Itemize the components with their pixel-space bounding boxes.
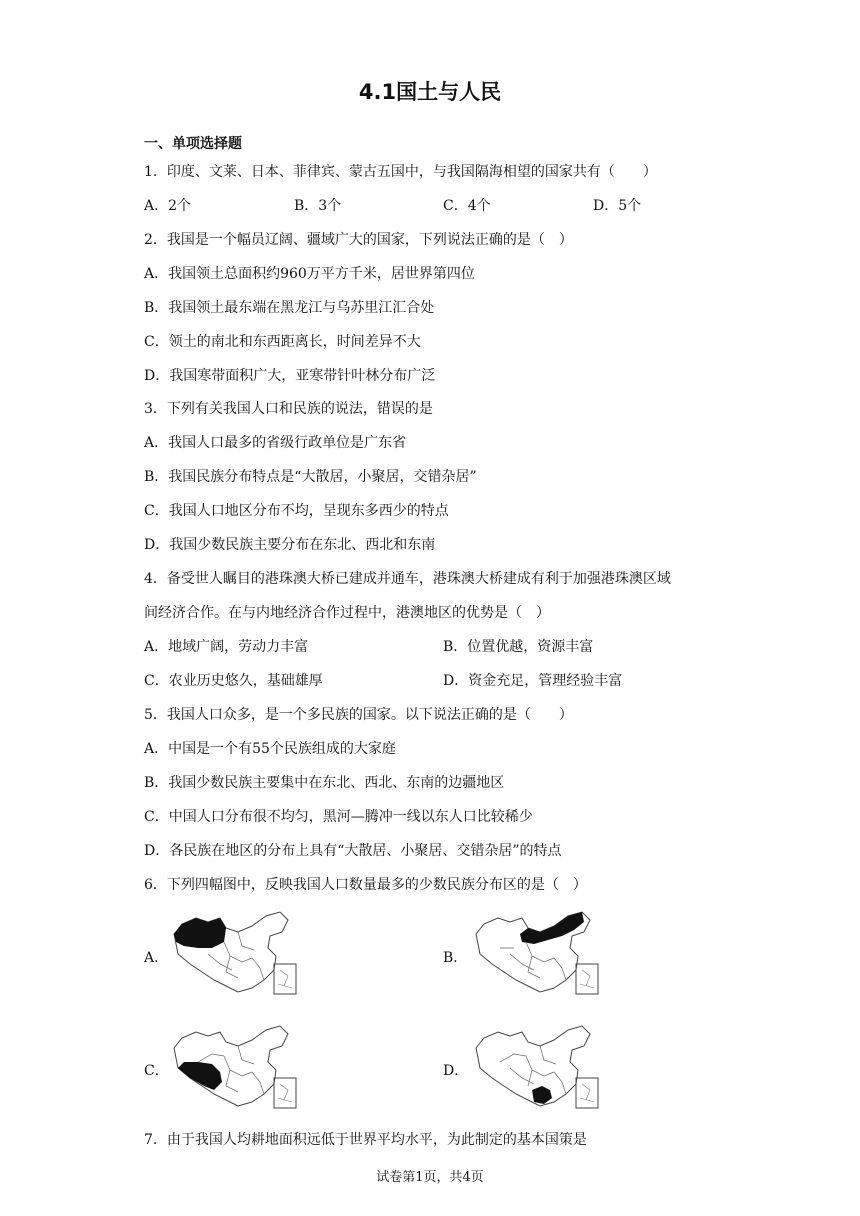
question-3-option-a: A．我国人口最多的省级行政单位是广东省	[144, 435, 407, 451]
question-4-stem-line-2: 间经济合作。在与内地经济合作过程中，港澳地区的优势是（ ）	[144, 605, 550, 621]
question-1-option-a: A．2个	[144, 198, 192, 214]
question-1-option-b: B．3个	[294, 198, 342, 214]
question-4-option-c: C．农业历史悠久，基础雄厚	[144, 673, 323, 689]
question-7-stem: 7．由于我国人均耕地面积远低于世界平均水平，为此制定的基本国策是	[144, 1132, 587, 1148]
china-map-inner-mongolia-icon	[470, 906, 605, 1002]
china-map-guangxi-icon	[470, 1020, 605, 1116]
question-1-option-c: C．4个	[443, 198, 491, 214]
china-map-tibet-icon	[168, 1020, 303, 1116]
page-title: 4.1国土与人民	[358, 80, 502, 104]
question-4-option-d: D．资金充足，管理经验丰富	[443, 673, 623, 689]
question-6-option-b: B．	[443, 950, 468, 966]
question-1-stem: 1．印度、文莱、日本、菲律宾、蒙古五国中，与我国隔海相望的国家共有（ ）	[144, 164, 657, 180]
question-4-stem-line-1: 4．备受世人瞩目的港珠澳大桥已建成并通车，港珠澳大桥建成有利于加强港珠澳区域	[144, 571, 671, 587]
question-6-option-c: C．	[144, 1063, 169, 1079]
question-2-option-d: D．我国寒带面积广大，亚寒带针叶林分布广泛	[144, 368, 436, 384]
question-6-option-a: A．	[144, 950, 169, 966]
question-3-option-d: D．我国少数民族主要分布在东北、西北和东南	[144, 537, 436, 553]
question-2-option-b: B．我国领土最东端在黑龙江与乌苏里江汇合处	[144, 300, 435, 316]
page-footer: 试卷第1页，共4页	[376, 1170, 484, 1185]
question-2-option-c: C．领土的南北和东西距离长，时间差异不大	[144, 334, 421, 350]
question-5-stem: 5．我国人口众多，是一个多民族的国家。以下说法正确的是（ ）	[144, 707, 573, 723]
question-3-option-c: C．我国人口地区分布不均，呈现东多西少的特点	[144, 503, 449, 519]
question-6-option-d: D．	[443, 1063, 469, 1079]
china-map-xinjiang-icon	[168, 906, 303, 1002]
question-6-stem: 6．下列四幅图中，反映我国人口数量最多的少数民族分布区的是（ ）	[144, 877, 587, 893]
question-3-option-b: B．我国民族分布特点是“大散居，小聚居，交错杂居”	[144, 469, 477, 485]
section-heading: 一、单项选择题	[144, 136, 242, 152]
question-1-option-d: D．5个	[593, 198, 642, 214]
question-3-stem: 3．下列有关我国人口和民族的说法，错误的是	[144, 401, 433, 417]
question-4-option-a: A．地域广阔，劳动力丰富	[144, 639, 309, 655]
question-5-option-c: C．中国人口分布很不均匀，黑河—腾冲一线以东人口比较稀少	[144, 809, 533, 825]
question-5-option-a: A．中国是一个有55个民族组成的大家庭	[144, 741, 396, 757]
question-4-option-b: B．位置优越，资源丰富	[443, 639, 594, 655]
question-5-option-b: B．我国少数民族主要集中在东北、西北、东南的边疆地区	[144, 775, 505, 791]
question-2-option-a: A．我国领土总面积约960万平方千米，居世界第四位	[144, 266, 475, 282]
question-5-option-d: D．各民族在地区的分布上具有“大散居、小聚居、交错杂居”的特点	[144, 843, 562, 859]
question-2-stem: 2．我国是一个幅员辽阔、疆域广大的国家，下列说法正确的是（ ）	[144, 232, 573, 248]
